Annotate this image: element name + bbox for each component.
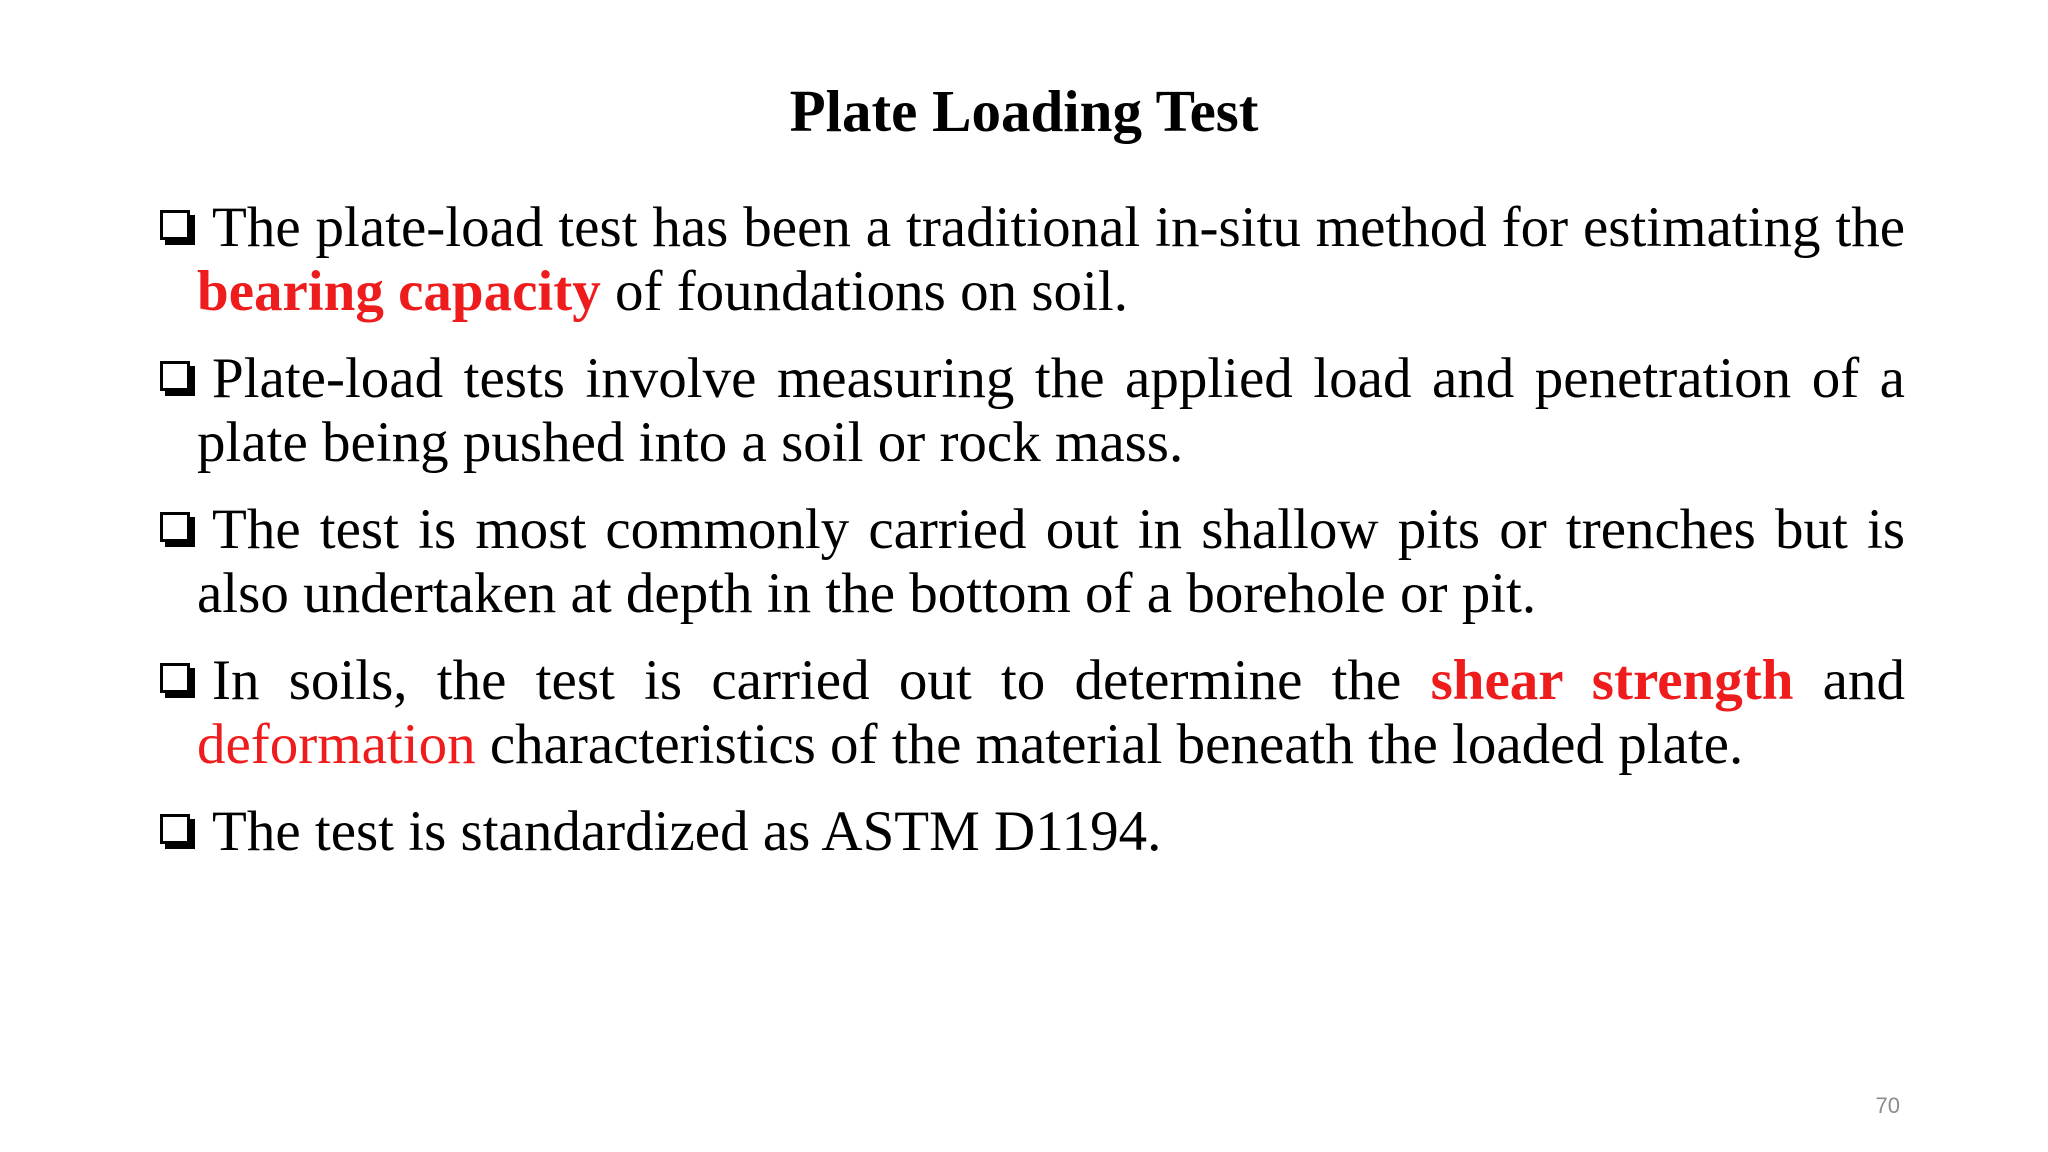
checkbox-square-icon <box>160 663 190 693</box>
bullet-list <box>160 196 1905 887</box>
bullet-text: characteristics of the material beneath the loaded plate. <box>475 713 1744 776</box>
page-number: 70 <box>1875 1093 1900 1118</box>
bullet-text: The test is most commonly carried out in shallow pits or trenches but is also undertaken at depth in the bottom of a borehole or pit. <box>197 498 1905 625</box>
checkbox-square-icon <box>160 814 190 844</box>
bullet-text: Plate-load tests involve measuring the applied load and penetration of a plate being pushed into a soil or rock mass. <box>197 347 1905 474</box>
checkbox-square-icon <box>160 361 190 391</box>
bullet-text: The plate-load test has been a traditional in-situ method for estimating the <box>212 196 1905 259</box>
bullet-item <box>160 649 1905 777</box>
highlight-deformation: deformation <box>197 713 476 776</box>
bullet-text: and <box>1793 649 1905 712</box>
bullet-item <box>160 498 1905 626</box>
checkbox-square-icon <box>160 512 190 542</box>
bullet-text: The test is standardized as ASTM D1194. <box>212 800 1162 863</box>
highlight-bearing-capacity: bearing capacity <box>197 260 601 323</box>
bullet-item <box>160 800 1905 864</box>
slide-title: Plate Loading Test <box>789 78 1259 144</box>
bullet-item <box>160 196 1905 324</box>
bullet-text: of foundations on soil. <box>600 260 1128 323</box>
highlight-shear-strength: shear strength <box>1430 649 1794 712</box>
checkbox-square-icon <box>160 210 190 240</box>
bullet-item <box>160 347 1905 475</box>
bullet-text: In soils, the test is carried out to determine the <box>212 649 1431 712</box>
